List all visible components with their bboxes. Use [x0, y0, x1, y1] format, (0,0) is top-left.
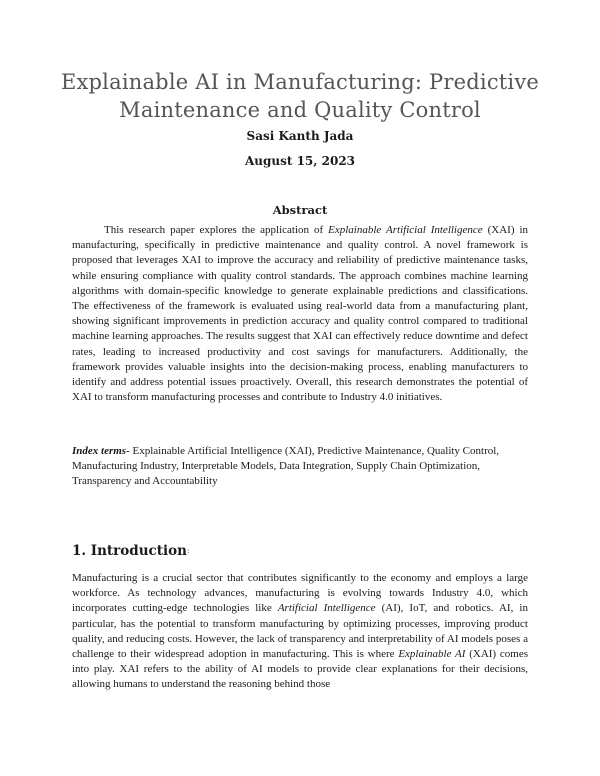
paper-author: Sasi Kanth Jada [246, 129, 354, 143]
paper-title-line-1: Explainable AI in Manufacturing: Predictive [60, 70, 540, 94]
introduction-body [72, 571, 528, 693]
intro-text-part-1: Manufacturing is a crucial sector that contributes significantly to the economy and employs a large workforce. As technology advances, manufacturing is evolving towards Industry 4.0, which incorporates cutting-edge technologies like [72, 572, 528, 615]
index-terms-label: Index terms- [72, 445, 130, 457]
intro-text-part-3: (XAI) comes into play. XAI refers to the ability of AI models to provide clear explanations for their decisions, allowing humans to understand the reasoning behind those [72, 648, 528, 691]
abstract-text-rest: (XAI) in manufacturing, specifically in predictive maintenance and quality control. A novel framework is proposed that leverages XAI to improve the accuracy and reliability of predictive maintenance tasks, while ensuring compliance with quality control standards. The approach combines machine learning algorithms with domain-specific knowledge to generate explainable predictions and classifications. The effectiveness of the framework is evaluated using real-world data from a manufacturing plant, showing significant improvements in prediction accuracy and quality control compared to traditional machine learning approaches. The results suggest that XAI can effectively reduce downtime and defect rates, leading to increased productivity and cost savings for manufacturers. Additionally, the framework provides valuable insights into the decision-making process, enabling manufacturers to identify and address potential issues proactively. Overall, this research demonstrates the potential of XAI to transform manufacturing processes and contribute to Industry 4.0 initiatives. [72, 224, 529, 404]
index-terms-list: Explainable Artificial Intelligence (XAI), Predictive Maintenance, Quality Control, Manufacturing Industry, Interpretable Models, Data Integration, Supply Chain Optimization, Transparency and Accountability [72, 445, 500, 488]
intro-italic-xai: Explainable AI [398, 648, 466, 661]
abstract-body [72, 223, 528, 405]
section-heading-introduction [72, 541, 528, 561]
index-terms [72, 444, 528, 490]
paper-title [40, 68, 560, 124]
section-heading-mark: : [186, 546, 190, 555]
section-heading-text: 1. Introduction [72, 543, 187, 559]
intro-text-part-2: (AI), IoT, and robotics. AI, in particular, has the potential to transform manufacturing by optimizing processes, improving product quality, and reducing costs. However, the lack of transparency and interpretability of AI models poses a challenge to their widespread adoption in manufacturing. This is where [72, 602, 528, 661]
intro-italic-ai: Artificial Intelligence [277, 602, 376, 615]
paper-date: August 15, 2023 [244, 154, 356, 168]
abstract-italic-term: Explainable Artificial Intelligence [328, 224, 483, 236]
abstract-heading: Abstract [272, 203, 328, 217]
abstract-text-start: This research paper explores the application of [104, 224, 329, 236]
paper-title-line-2: Maintenance and Quality Control [119, 98, 481, 122]
